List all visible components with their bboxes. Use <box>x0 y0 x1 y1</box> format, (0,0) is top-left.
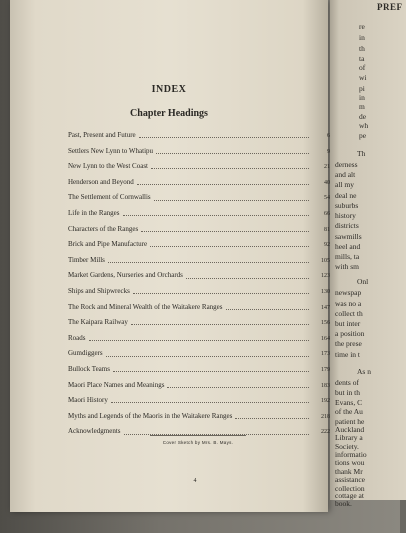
toc-entry <box>68 128 330 144</box>
facing-page-line: was no a <box>335 298 362 308</box>
facing-page-line: with sm <box>335 262 359 272</box>
toc-entry-title: Life in the Ranges <box>68 208 120 217</box>
toc-entry-page: 147 <box>321 304 330 311</box>
facing-page-line: suburbs <box>335 200 359 210</box>
facing-page-line: dents of <box>335 377 359 387</box>
dot-leader <box>226 309 309 310</box>
toc-entry-page: 173 <box>321 351 330 358</box>
toc-entry <box>68 284 330 300</box>
toc-entry-page: 21 <box>324 164 330 171</box>
dot-leader <box>133 293 309 294</box>
dot-leader <box>154 200 309 201</box>
toc-entry-page: 218 <box>321 413 330 420</box>
facing-page-line: Th <box>357 148 366 158</box>
toc-entry-page: 192 <box>321 398 330 405</box>
toc-entry <box>68 159 330 175</box>
facing-page-line: of <box>359 63 366 73</box>
toc-entry <box>68 175 330 191</box>
dot-leader <box>111 402 309 403</box>
toc-entry-page: 105 <box>321 257 330 264</box>
facing-page-line: patient he <box>335 416 365 426</box>
facing-page-line: history <box>335 211 356 221</box>
facing-page-line: pe <box>359 131 367 141</box>
toc-entry-title: New Lynn to the West Coast <box>68 162 148 171</box>
toc-entry <box>68 331 330 347</box>
toc-entry-title: Characters of the Ranges <box>68 224 139 233</box>
facing-page-line: th <box>359 43 365 53</box>
toc-entry <box>68 300 330 316</box>
facing-page-line: a position <box>335 329 365 339</box>
facing-page-line: m <box>359 102 365 112</box>
facing-page-line: re <box>359 22 365 32</box>
dot-leader <box>123 215 309 216</box>
facing-page-line: wh <box>359 120 369 130</box>
toc-entry-title: Settlers New Lynn to Whatipu <box>68 146 154 155</box>
toc-entry-title: Brick and Pipe Manufacture <box>68 240 148 249</box>
page-number: 4 <box>193 478 197 484</box>
toc-entry <box>68 144 330 160</box>
facing-page <box>330 0 406 509</box>
facing-page-line: de <box>359 111 367 121</box>
toc-entry-page: 40 <box>324 179 330 186</box>
dot-leader <box>156 153 309 154</box>
facing-page-line: collect th <box>335 308 363 318</box>
facing-page-line: Library a <box>335 433 363 443</box>
toc-entry <box>68 409 330 425</box>
toc-entry <box>68 362 330 378</box>
facing-page-line: heel and <box>335 241 361 251</box>
table-of-contents <box>68 128 330 440</box>
toc-entry-page: 156 <box>321 320 330 327</box>
dot-leader <box>139 137 309 138</box>
facing-page-line: tions wou <box>335 458 365 468</box>
toc-entry <box>68 346 330 362</box>
toc-entry <box>68 206 330 222</box>
toc-entry-page: 54 <box>324 195 330 202</box>
dot-leader <box>131 324 309 325</box>
facing-page-line: all my <box>335 180 354 190</box>
facing-page-line: collection <box>335 483 365 493</box>
facing-page-line: thank Mr <box>335 466 363 476</box>
toc-entry-title: Market Gardens, Nurseries and Orchards <box>68 271 183 280</box>
toc-entry <box>68 378 330 394</box>
facing-page-line: assistance <box>335 475 365 485</box>
toc-entry-page: 81 <box>324 226 330 233</box>
facing-page-line: cottage at <box>335 491 364 501</box>
dot-leader <box>113 371 309 372</box>
toc-entry-title: The Kaipara Railway <box>68 318 128 327</box>
dot-leader <box>186 278 309 279</box>
dot-leader <box>150 246 309 247</box>
index-title: INDEX <box>151 84 187 95</box>
toc-entry-page: 66 <box>324 210 330 217</box>
toc-entry <box>68 393 330 409</box>
dot-leader <box>108 262 309 263</box>
toc-entry-title: Ships and Shipwrecks <box>68 286 130 295</box>
toc-entry-page: 164 <box>321 335 330 342</box>
index-page <box>10 0 328 512</box>
facing-page-line: Onl <box>357 277 369 287</box>
facing-page-line: time in t <box>335 349 360 359</box>
toc-entry-title: Maori History <box>68 396 108 405</box>
dot-leader <box>235 418 309 419</box>
toc-entry-title: Maori Place Names and Meanings <box>68 380 165 389</box>
toc-entry-title: Myths and Legends of the Maoris in the Waitakere Ranges <box>68 411 233 420</box>
facing-page-line: the prese <box>335 339 362 349</box>
facing-page-title: PREF <box>377 2 403 12</box>
dot-leader <box>141 231 309 232</box>
dot-leader <box>137 184 309 185</box>
facing-page-line: ta <box>359 53 365 63</box>
toc-entry-page: 92 <box>324 242 330 249</box>
facing-page-line: derness <box>335 159 358 169</box>
toc-entry-page: 179 <box>321 366 330 373</box>
toc-entry-title: The Settlement of Cornwallis <box>68 193 151 202</box>
toc-entry-page: 130 <box>321 288 330 295</box>
facing-page-line: newspap <box>335 288 362 298</box>
facing-page-line: in <box>359 93 365 102</box>
toc-entry <box>68 315 330 331</box>
facing-page-line: As n <box>357 367 371 377</box>
facing-page-line: deal ne <box>335 190 357 200</box>
facing-page-line: and alt <box>335 170 356 180</box>
footer-rule <box>150 435 246 436</box>
toc-entry <box>68 268 330 284</box>
toc-entry <box>68 190 330 206</box>
facing-page-line: but inter <box>335 318 361 328</box>
toc-entry-title: Timber Mills <box>68 255 105 264</box>
toc-entry-title: Roads <box>68 333 86 342</box>
toc-entry <box>68 237 330 253</box>
cover-credit: Cover Sketch by Mrs. B. Mays. <box>162 440 234 445</box>
toc-entry-title: Acknowledgments <box>68 427 121 436</box>
facing-page-line: pi <box>359 83 365 93</box>
facing-page-line: Evans, C <box>335 398 363 408</box>
toc-entry-page: 183 <box>321 382 330 389</box>
facing-page-line: Society. <box>335 441 359 451</box>
facing-page-line: Auckland <box>335 425 365 434</box>
dot-leader <box>106 356 309 357</box>
dot-leader <box>151 168 309 169</box>
toc-entry-page: 123 <box>321 273 330 280</box>
facing-page-line: sawmills <box>335 231 362 241</box>
facing-page-line: districts <box>335 221 359 231</box>
facing-page-line: in <box>359 33 365 43</box>
dot-leader <box>89 340 310 341</box>
toc-entry-title: The Rock and Mineral Wealth of the Waitakere Ranges <box>68 302 223 311</box>
toc-entry-page: 6 <box>327 133 330 139</box>
toc-entry <box>68 253 330 269</box>
toc-entry-title: Bullock Teams <box>68 364 110 373</box>
facing-page-line: of the Au <box>335 407 363 417</box>
toc-entry-title: Past, Present and Future <box>68 131 136 139</box>
facing-page-line: informatio <box>335 450 367 460</box>
toc-entry <box>68 424 330 440</box>
toc-entry-page: 9 <box>327 148 330 155</box>
toc-entry-title: Gumdiggers <box>68 349 103 358</box>
facing-page-line: mills, ta <box>335 252 360 262</box>
toc-entry-title: Henderson and Beyond <box>68 177 134 186</box>
dot-leader <box>167 387 309 388</box>
facing-page-line: book. <box>335 499 352 509</box>
facing-page-line: wi <box>359 73 367 83</box>
toc-entry <box>68 222 330 238</box>
toc-entry-page: 222 <box>321 429 330 436</box>
chapter-headings-subtitle: Chapter Headings <box>130 108 208 119</box>
facing-page-line: but in th <box>335 387 361 397</box>
